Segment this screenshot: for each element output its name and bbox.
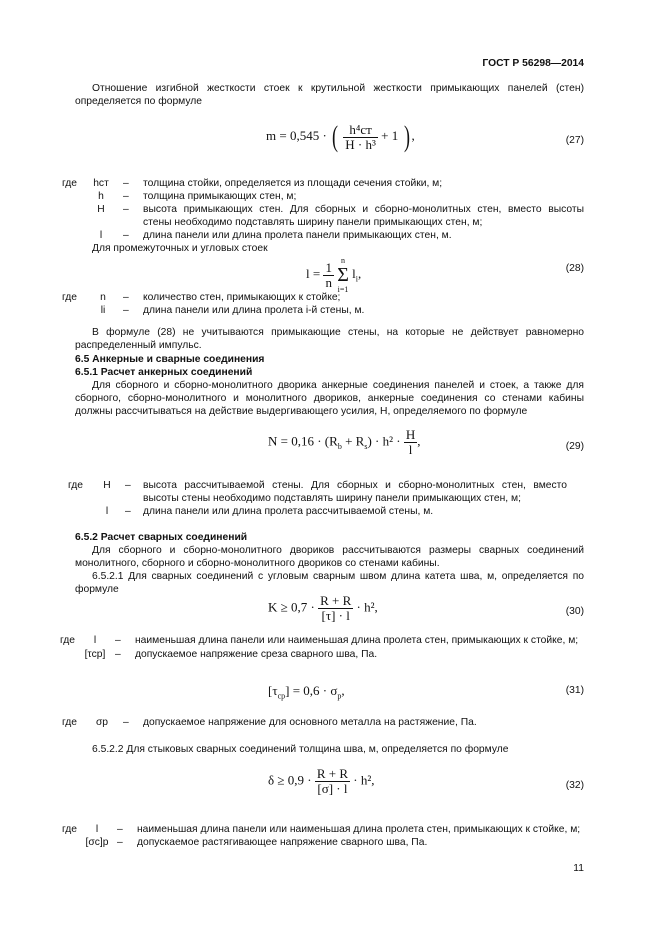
left-paren: ( (332, 120, 339, 153)
formula-27-lhs: m = 0,545 · (266, 127, 327, 143)
formula-32 (268, 767, 375, 796)
legend-text: толщина примыкающих стен, м; (143, 191, 297, 202)
formula-28-lhs: l = (306, 265, 321, 281)
formula-32-tail: · h² (353, 772, 372, 788)
formula-31-number: (31) (565, 685, 584, 696)
sum-operator (337, 256, 349, 294)
where-label: где (62, 717, 78, 728)
formula-31-sub: ср (277, 691, 286, 701)
section-6-5-2-title: 6.5.2 Расчет сварных соединений (75, 532, 248, 543)
formula-30-tail: · h² (356, 599, 375, 615)
formula-32-lhs: δ ≥ 0,9 · (268, 772, 312, 788)
paragraph-28-note: В формуле (28) не учитываются примыкающие стены, на которые не действует равномерно распределенный импульс. (75, 327, 584, 351)
formula-30-end: , (374, 599, 378, 615)
legend-symbol: h (98, 191, 104, 202)
formula-32-denominator: [σ] · l (315, 781, 350, 796)
formula-30-fraction (318, 594, 353, 623)
formula-29-mid: + R (341, 433, 365, 449)
where-label: где (62, 292, 78, 303)
formula-30-numerator: R + R (320, 593, 352, 608)
intro-paragraph: Отношение изгибной жесткости стоек к крутильной жесткости примыкающих панелей (стен) определяется по формуле (75, 83, 584, 107)
section-6-5-2-2-paragraph: 6.5.2.2 Для стыковых сварных соединений толщина шва, м, определяется по формуле (92, 744, 509, 755)
legend-symbol: [σс]р (85, 837, 109, 848)
formula-30-lhs: K ≥ 0,7 · (268, 599, 315, 615)
section-6-5-2-paragraph: Для сборного и сборно-монолитного двориков рассчитываются размеры сварных соединений монолитного, сборного и сборно-монолитного двориков со стенами кабины. (75, 545, 584, 569)
legend-symbol: li (100, 305, 106, 316)
legend-dash: – (123, 191, 129, 202)
formula-27-denominator: H · h³ (345, 136, 376, 152)
legend-dash: – (123, 178, 129, 189)
formula-28-term: l (352, 265, 356, 281)
formula-27-number: (27) (565, 135, 584, 146)
formula-31-sub2: р (337, 691, 342, 701)
subscript-b: b (337, 442, 342, 452)
legend-text: высота рассчитываемой стены. Для сборных и сборно-монолитных стен, вместо (143, 480, 567, 491)
mid-paragraph: Для промежуточных и угловых стоек (92, 243, 268, 254)
legend-symbol: l (93, 635, 97, 646)
sigma-symbol: Σ (337, 264, 349, 286)
section-6-5-1-title: 6.5.1 Расчет анкерных соединений (75, 367, 253, 378)
formula-27-fraction (343, 123, 378, 152)
formula-29-numerator: H (405, 427, 416, 442)
legend-symbol: H (97, 204, 105, 215)
formula-29-end: , (417, 433, 421, 449)
document-header: ГОСТ Р 56298—2014 (482, 58, 584, 69)
legend-text: толщина стойки, определяется из площади сечения стойки, м; (143, 178, 443, 189)
formula-28-fraction (323, 261, 334, 290)
legend-text: высота примыкающих стен. Для сборных и сборно-монолитных стен, вместо высоты (143, 204, 584, 215)
formula-27-tail: + 1 (381, 127, 399, 143)
formula-29-denominator: l (404, 442, 417, 457)
legend-symbol: l (95, 824, 99, 835)
section-6-5-2-1-paragraph: 6.5.2.1 Для сварных соединений с угловым сварным швом длина катета шва, м, определяется по формуле (75, 571, 584, 595)
formula-31-rhs: ] = 0,6 · σ (285, 683, 338, 698)
legend-dash: – (125, 506, 131, 517)
formula-28 (306, 256, 361, 294)
sum-upper-limit: n (341, 256, 346, 265)
formula-28-numerator: 1 (325, 259, 332, 275)
formula-32-end: , (371, 772, 375, 788)
legend-dash: – (117, 837, 123, 848)
formula-30-number: (30) (565, 606, 584, 617)
legend-dash: – (123, 717, 129, 728)
legend-dash: – (115, 649, 121, 660)
formula-30-denominator: [τ] · l (318, 608, 353, 623)
legend-dash: – (123, 292, 129, 303)
formula-28-number: (28) (565, 263, 584, 274)
formula-31-lhs: [τ (268, 683, 278, 698)
formula-29-number: (29) (565, 441, 584, 452)
sum-lower-limit: i=1 (337, 285, 349, 294)
formula-28-term-index: i (355, 274, 358, 284)
formula-32-numerator: R + R (316, 766, 349, 781)
legend-text: наименьшая длина панели или наименьшая длина пролета стен, примыкающих к стойке, м; (137, 824, 581, 835)
formula-27-end: , (411, 127, 415, 143)
formula-29-lhs: N = 0,16 · (R (268, 433, 338, 449)
where-label: где (62, 824, 78, 835)
subscript-s: s (364, 442, 368, 452)
legend-text: длина панели или длина пролета i-й стены, м. (143, 305, 365, 316)
where-label: где (60, 635, 76, 646)
legend-dash: – (123, 230, 129, 241)
page-number: 11 (573, 863, 584, 874)
legend-dash: – (123, 305, 129, 316)
formula-30 (268, 594, 378, 623)
legend-text: длина панели или длина пролета панели примыкающих стен, м. (143, 230, 452, 241)
formula-29-fraction (404, 428, 417, 457)
legend-text: количество стен, примыкающих к стойке; (143, 292, 341, 303)
legend-text: стены необходимо подставлять ширину панели примыкающих стен, м; (143, 217, 483, 228)
section-6-5-title: 6.5 Анкерные и сварные соединения (75, 354, 265, 365)
formula-31 (268, 683, 345, 699)
legend-text: допускаемое растягивающее напряжение сварного шва, Па. (137, 837, 428, 848)
where-label: где (68, 480, 84, 491)
legend-symbol: l (105, 506, 109, 517)
formula-29 (268, 428, 420, 457)
formula-27-numerator: h⁴ст (349, 121, 372, 137)
formula-29-rest: ) · h² · (367, 433, 401, 449)
legend-text: наименьшая длина панели или наименьшая длина пролета стен, примыкающих к стойке, м; (135, 635, 579, 646)
formula-32-number: (32) (565, 780, 584, 791)
legend-text: допускаемое напряжение для основного металла на растяжение, Па. (143, 717, 477, 728)
legend-text: допускаемое напряжение среза сварного шва, Па. (135, 649, 378, 660)
legend-dash: – (115, 635, 121, 646)
where-label: где (62, 178, 78, 189)
legend-symbol: n (100, 292, 106, 303)
legend-symbol: hст (93, 178, 109, 189)
formula-27 (266, 122, 415, 152)
formula-28-denominator: n (325, 274, 332, 290)
legend-symbol: σр (95, 717, 109, 728)
right-paren: ) (403, 120, 410, 153)
section-6-5-1-paragraph: Для сборного и сборно-монолитного дворика анкерные соединения панелей и стоек, а также для сборного, сборно-монолитного и монолитного двориков, анкерные соединения со стенами кабины должны рассчитываться на действие выдергивающего усилия, Н, определяемого по формуле (75, 380, 584, 417)
legend-text: высоты стены необходимо подставлять ширину панели примыкающих стен, м; (143, 493, 521, 504)
formula-31-end: , (341, 683, 345, 698)
formula-32-fraction (315, 767, 350, 796)
legend-dash: – (117, 824, 123, 835)
legend-dash: – (125, 480, 131, 491)
legend-symbol: H (103, 480, 111, 491)
legend-dash: – (123, 204, 129, 215)
formula-28-end: , (357, 265, 362, 281)
legend-text: длина панели или длина пролета рассчитываемой стены, м. (143, 506, 434, 517)
legend-symbol: [τср] (84, 649, 106, 660)
legend-symbol: l (99, 230, 103, 241)
